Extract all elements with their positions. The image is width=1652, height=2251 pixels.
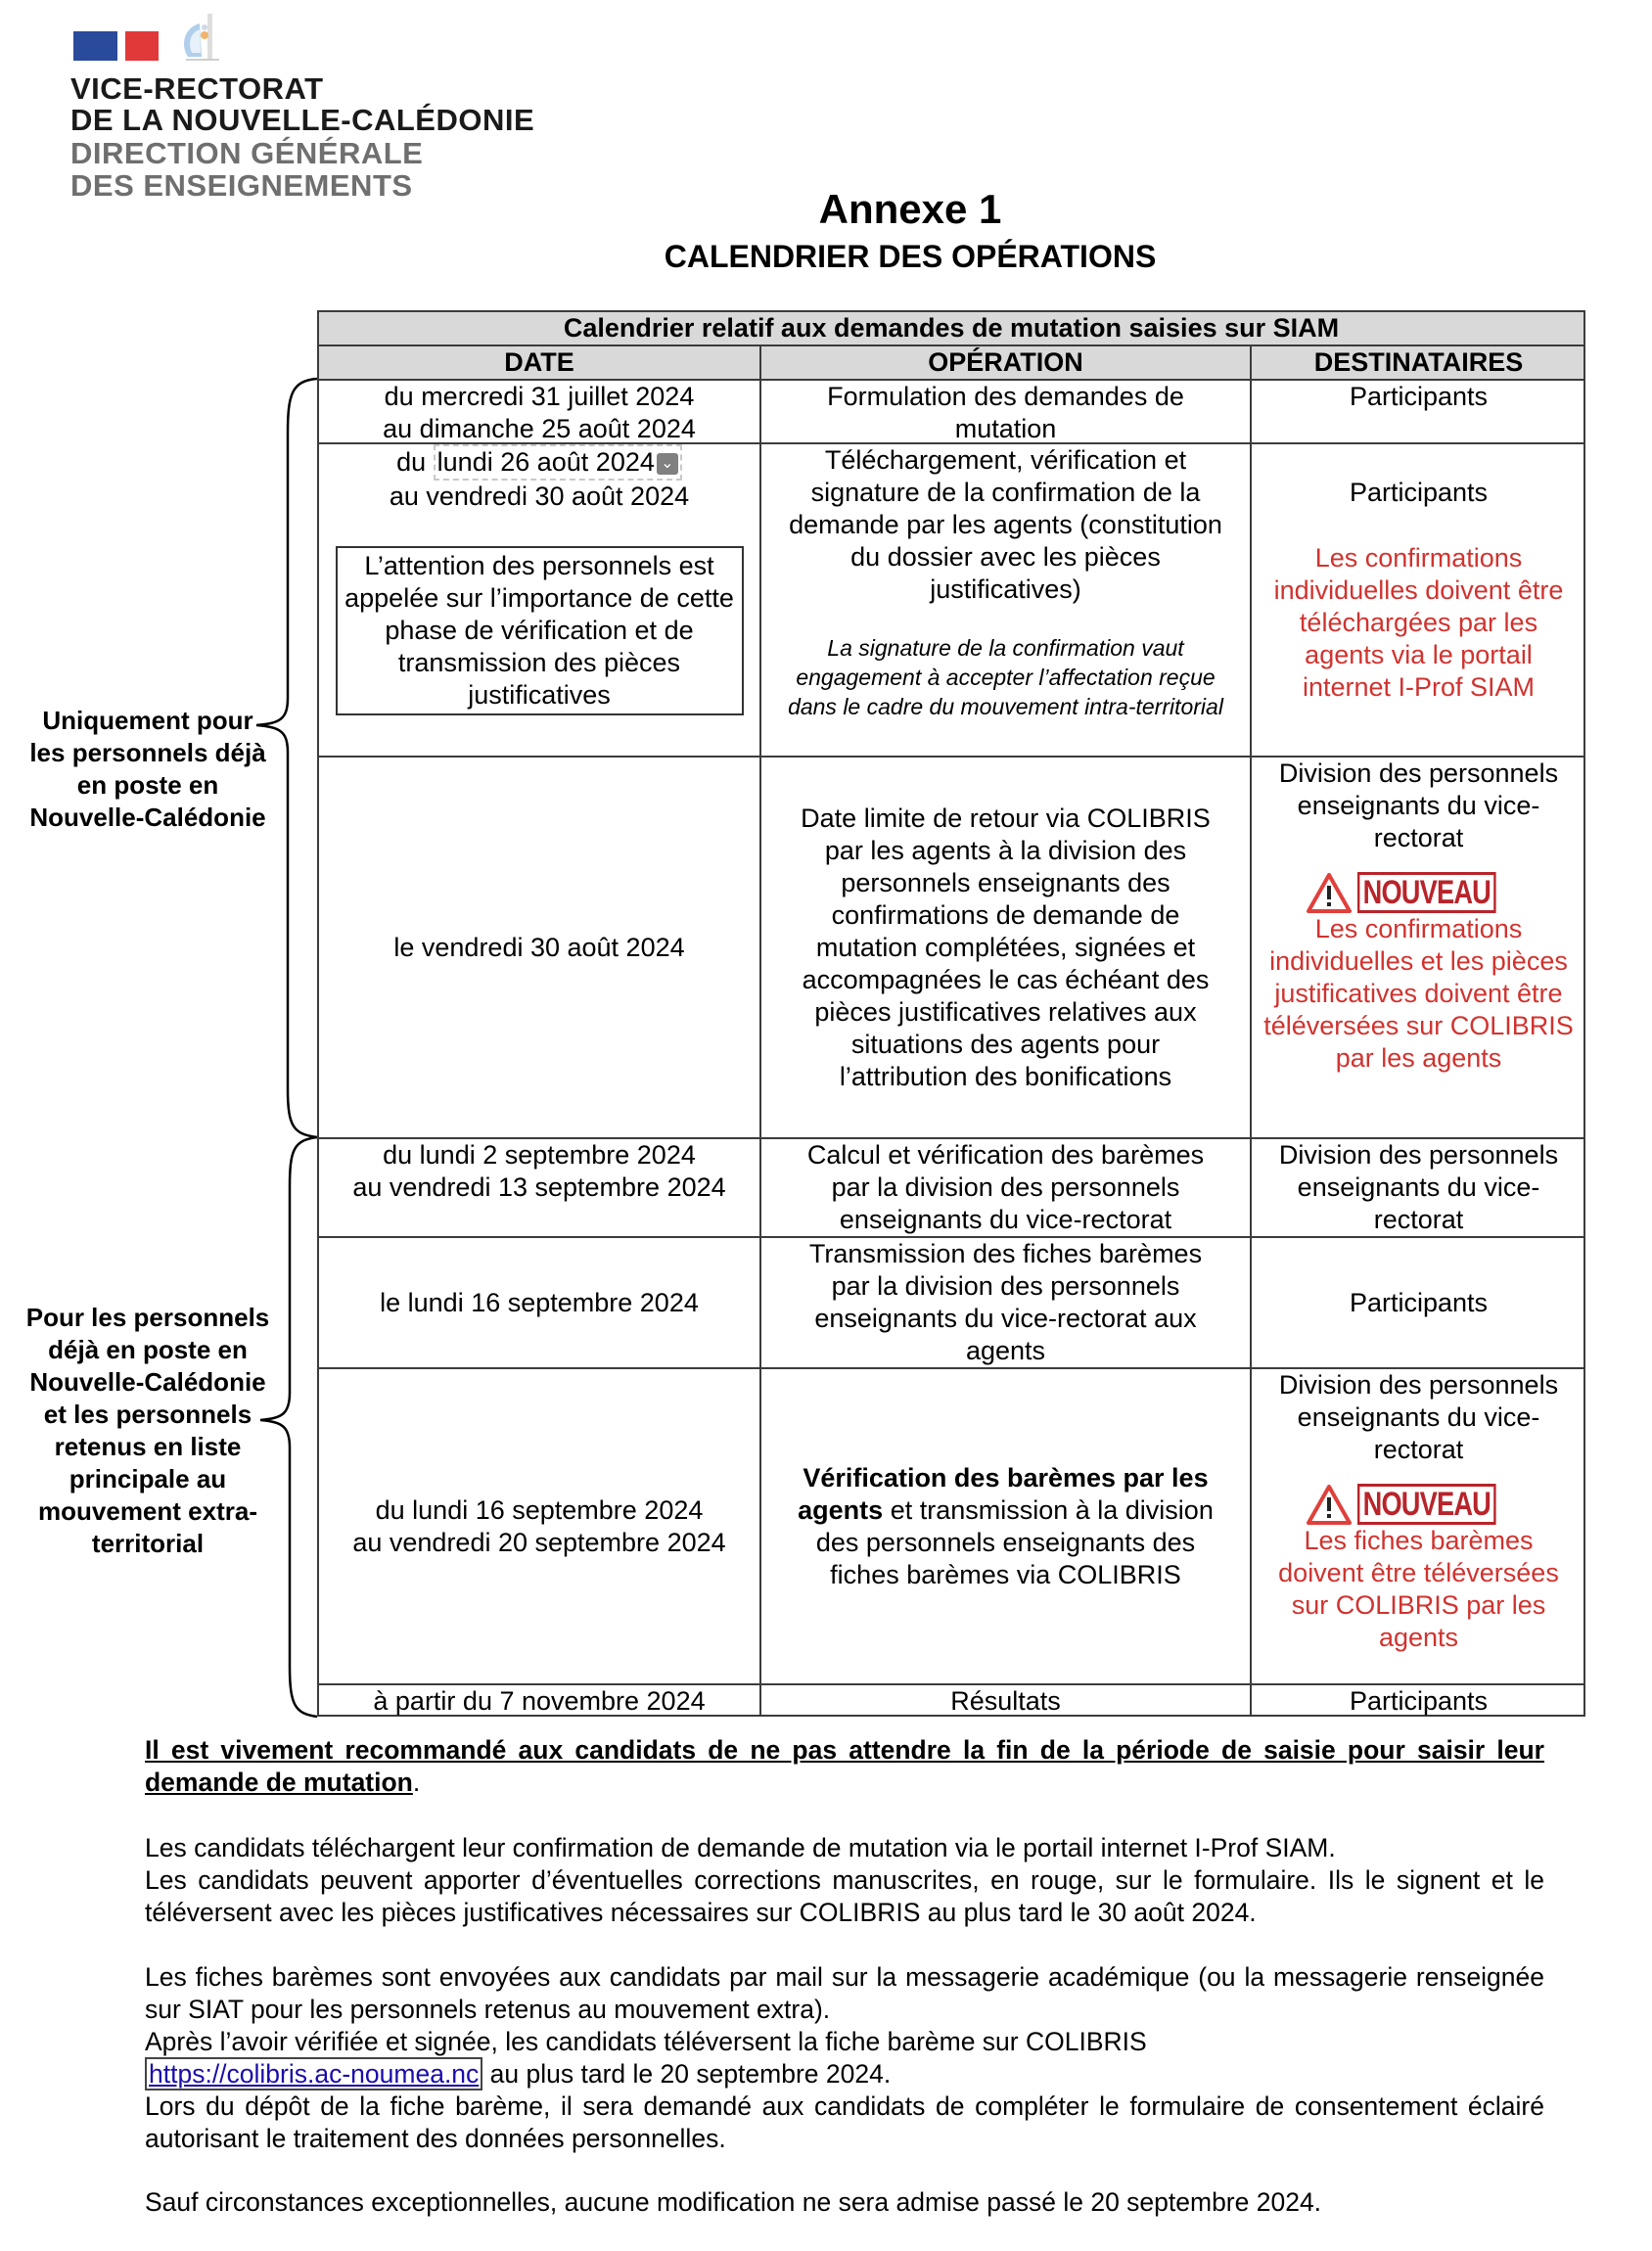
date-picker-field[interactable] [434, 444, 682, 481]
recipients-red-note: Les confirmations individuelles doivent être téléchargées par les agents via le portail internet I-Prof SIAM [1273, 543, 1564, 702]
date-text: le vendredi 30 août 2024 [393, 932, 685, 962]
operation-bold-text: Vérification des barèmes par les agents [798, 1462, 1209, 1525]
confirmation-paragraph [145, 1832, 1544, 1929]
paragraph-line: Les candidats peuvent apporter d’éventuelles corrections manuscrites, en rouge, sur le formulaire. Ils le signent et le téléversent avec les pièces justificatives nécessaires sur COLIBRIS au plus tard le 30 août 2024. [145, 1865, 1544, 1927]
operation-text: Date limite de retour via COLIBRIS par les agents à la division des personnels enseignants des confirmations de demande de mutation complétées, signées et accompagnées le cas échéant des pièces justificatives relatives aux situations des agents pour l’attribution des bonifications [801, 803, 1211, 1091]
column-header-recipients: DESTINATAIRES [1313, 347, 1524, 377]
recipients-text: Division des personnels enseignants du vice-rectorat [1278, 758, 1559, 852]
flag-blue-icon [73, 31, 117, 61]
table-row-3-operation [761, 758, 1250, 1137]
page-subtitle: CALENDRIER DES OPÉRATIONS [664, 239, 1157, 274]
table-row-6-date [319, 1369, 759, 1683]
bareme-paragraph [145, 1961, 1544, 2155]
paragraph-line [145, 2058, 1544, 2090]
table-row-1-recipients [1252, 381, 1585, 442]
recommendation-paragraph [145, 1734, 1544, 1799]
table-row-7-date [319, 1685, 759, 1717]
paragraph-line: Après l’avoir vérifiée et signée, les candidats téléversent la fiche barème sur COLIBRIS [145, 2027, 1147, 2056]
warning-icon [1307, 872, 1352, 913]
page-title: Annexe 1 [818, 186, 1002, 232]
date-line: au vendredi 13 septembre 2024 [352, 1172, 726, 1202]
date-line: au vendredi 30 août 2024 [389, 482, 690, 511]
recipients-text: Participants [1349, 382, 1489, 411]
flag-red-icon [125, 31, 159, 61]
recipients-text: Division des personnels enseignants du vice-rectorat [1278, 1370, 1559, 1464]
date-line: du lundi 2 septembre 2024 [383, 1140, 696, 1170]
table-row-4-date [319, 1139, 759, 1236]
attention-note-box: L’attention des personnels est appelée sur l’importance de cette phase de vérification et de transmission des pièces justificatives [336, 546, 744, 715]
new-badge-label: NOUVEAU [1357, 872, 1496, 913]
table-row-6-operation [761, 1369, 1250, 1683]
logo-line-4: DES ENSEIGNEMENTS [70, 168, 413, 203]
table-row-2-date [319, 444, 759, 756]
logo-line-1: VICE-RECTORAT [70, 71, 324, 106]
recipients-text: Participants [1349, 478, 1489, 507]
table-row-5-date [319, 1238, 759, 1367]
operation-italic-note: La signature de la confirmation vaut engagement à accepter l’affectation reçue dans le cadre du mouvement intra-territorial [788, 635, 1223, 719]
colibris-link[interactable]: https://colibris.ac-noumea.nc [145, 2057, 482, 2090]
date-line [319, 444, 759, 481]
recipients-text: Division des personnels enseignants du vice-rectorat [1278, 1140, 1559, 1234]
recipients-red-note: Les confirmations individuelles et les pièces justificatives doivent être téléversées sur COLIBRIS par les agents [1263, 914, 1574, 1073]
recipients-red-note: Les fiches barèmes doivent être téléversées sur COLIBRIS par les agents [1278, 1526, 1559, 1652]
operation-text: Résultats [950, 1685, 1061, 1716]
logo-line-3: DIRECTION GÉNÉRALE [70, 136, 424, 170]
table-row-2-operation [761, 444, 1250, 756]
operation-line: Formulation des demandes de [827, 382, 1184, 411]
table-row-5-operation [761, 1238, 1250, 1367]
new-badge-label: NOUVEAU [1357, 1484, 1496, 1525]
table-caption: Calendrier relatif aux demandes de mutation saisies sur SIAM [319, 312, 1583, 346]
table-row-7-recipients [1252, 1685, 1585, 1717]
date-line: du lundi 16 septembre 2024 [375, 1494, 704, 1525]
operation-text [783, 1462, 1228, 1591]
warning-icon [1307, 1484, 1352, 1525]
recommendation-text: Il est vivement recommandé aux candidats de ne pas attendre la fin de la période de saisie pour saisir leur demande de mutation [145, 1735, 1544, 1797]
table-row-4-operation [761, 1139, 1250, 1236]
side-label-group-2: Pour les personnels déjà en poste en Nouvelle-Calédonie et les personnels retenus en liste principale au mouvement extra-territorial [25, 1303, 270, 1558]
paragraph-line: Les fiches barèmes sont envoyées aux candidats par mail sur la messagerie académique (ou la messagerie renseignée sur SIAT pour les personnels retenus au mouvement extra). [145, 1962, 1544, 2024]
date-prefix: du [396, 447, 427, 477]
recipients-text: Participants [1349, 1685, 1489, 1716]
table-row-6-recipients [1252, 1369, 1585, 1683]
recommendation-end: . [412, 1768, 421, 1797]
table-row-1-operation [761, 381, 1250, 442]
operation-rest-text: et transmission à la division des personnels enseignants des fiches barèmes via COLIBRIS [815, 1494, 1214, 1589]
operation-text: Transmission des fiches barèmes par la division des personnels enseignants du vice-rectorat aux agents [808, 1239, 1203, 1365]
operation-line: mutation [954, 414, 1057, 443]
date-text: le lundi 16 septembre 2024 [380, 1287, 699, 1317]
table-header-row [319, 346, 1583, 381]
date-line: au dimanche 25 août 2024 [383, 414, 696, 443]
new-badge [1262, 872, 1576, 913]
recipients-text: Participants [1349, 1287, 1489, 1317]
date-line: au vendredi 20 septembre 2024 [352, 1527, 726, 1557]
table-row-4-recipients [1252, 1139, 1585, 1236]
table-row-5-recipients [1252, 1238, 1585, 1367]
table-row-2-recipients [1252, 444, 1585, 756]
link-trailing-text: au plus tard le 20 septembre 2024. [482, 2059, 892, 2089]
chevron-down-icon[interactable]: ⌄ [657, 453, 678, 475]
date-text: à partir du 7 novembre 2024 [373, 1685, 706, 1716]
nautilus-icon [180, 10, 229, 65]
new-badge [1262, 1484, 1576, 1525]
table-row-1-date [319, 381, 759, 442]
date-value: lundi 26 août 2024 [436, 447, 655, 477]
date-line: du mercredi 31 juillet 2024 [384, 382, 695, 411]
column-header-operation: OPÉRATION [928, 347, 1083, 377]
table-row-3-recipients [1252, 758, 1585, 1137]
closing-paragraph: Sauf circonstances exceptionnelles, aucune modification ne sera admise passé le 20 septembre 2024. [145, 2187, 1322, 2217]
paragraph-line: Lors du dépôt de la fiche barème, il sera demandé aux candidats de compléter le formulaire de consentement éclairé autorisant le traitement des données personnelles. [145, 2091, 1544, 2153]
logo-line-2: DE LA NOUVELLE-CALÉDONIE [70, 103, 535, 137]
paragraph-line: Les candidats téléchargent leur confirmation de demande de mutation via le portail internet I-Prof SIAM. [145, 1833, 1336, 1862]
operation-text: Calcul et vérification des barèmes par la division des personnels enseignants du vice-rectorat [806, 1140, 1205, 1234]
column-header-date: DATE [504, 347, 574, 377]
operations-table [317, 310, 1585, 1717]
operation-text: Téléchargement, vérification et signature de la confirmation de la demande par les agents (constitution du dossier avec les pièces justificatives) [789, 445, 1222, 604]
table-row-3-date [319, 758, 759, 1137]
side-label-group-1: Uniquement pour les personnels déjà en poste en Nouvelle-Calédonie [29, 706, 266, 832]
table-row-7-operation [761, 1685, 1250, 1717]
